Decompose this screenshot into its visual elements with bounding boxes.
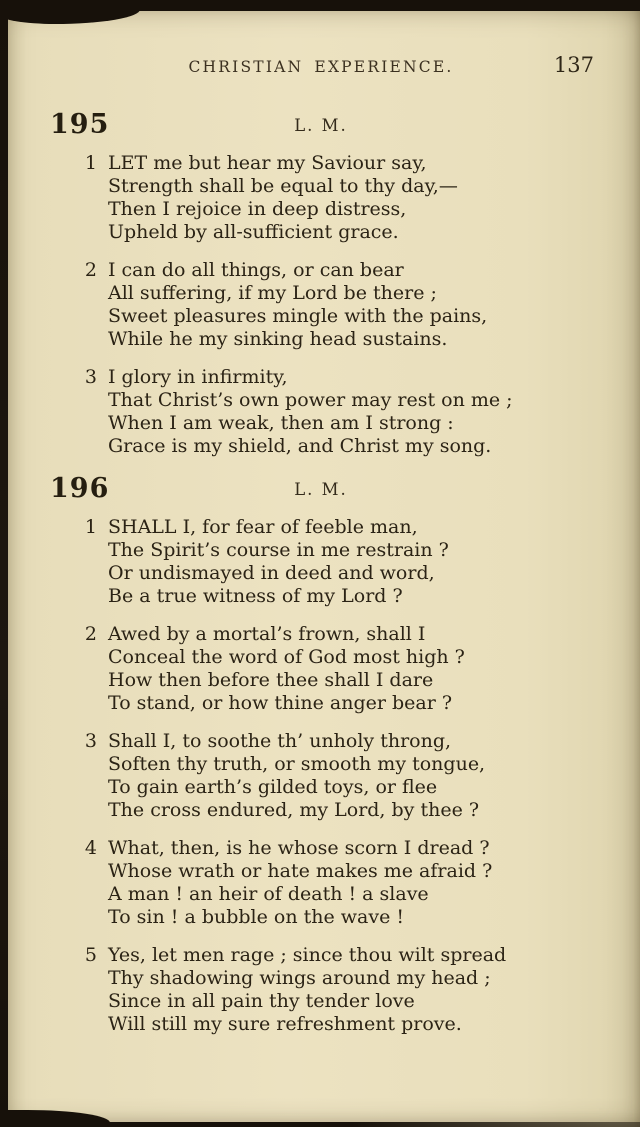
- verse-line: To sin ! a bubble on the wave !: [108, 906, 405, 928]
- verse: [46, 152, 596, 244]
- verse-line: A man ! an heir of death ! a slave: [108, 883, 429, 905]
- verse-line: Upheld by all-sufficient grace.: [108, 221, 399, 243]
- verse-number: 2: [84, 623, 97, 645]
- hymn: [46, 473, 596, 1036]
- hymn-meter: L. M.: [294, 480, 348, 499]
- page-header: [46, 53, 596, 85]
- verse-line: All suffering, if my Lord be there ;: [108, 282, 437, 304]
- verse-number: 3: [84, 730, 97, 752]
- verse-line: Shall I, to soothe th’ unholy throng,: [108, 730, 452, 752]
- verse-lines: [108, 837, 596, 929]
- verse-line: That Christ’s own power may rest on me ;: [108, 389, 513, 411]
- hymn-number: 195: [50, 109, 110, 140]
- verse-line: Be a true witness of my Lord ?: [108, 585, 403, 607]
- verse-number: 1: [84, 152, 97, 174]
- verse-list: [46, 152, 596, 458]
- verse-line: Whose wrath or hate makes me afraid ?: [108, 860, 493, 882]
- verse: [46, 623, 596, 715]
- verse-list: [46, 516, 596, 1036]
- verse-lines: [108, 152, 596, 244]
- hymn-head: [46, 109, 596, 143]
- verse-line: Grace is my shield, and Christ my song.: [108, 435, 492, 457]
- verse-line: Will still my sure refreshment prove.: [108, 1013, 462, 1035]
- verse-number: 4: [84, 837, 97, 859]
- verse-line: Soften thy truth, or smooth my tongue,: [108, 753, 486, 775]
- verse-lines: [108, 944, 596, 1036]
- verse-lines: [108, 259, 596, 351]
- verse-number: 3: [84, 366, 97, 388]
- scan-edge-left: [0, 0, 8, 1127]
- verse-number: 2: [84, 259, 97, 281]
- hymn-number: 196: [50, 473, 110, 504]
- verse-lines: [108, 730, 596, 822]
- verse: [46, 944, 596, 1036]
- verse-line: LET me but hear my Saviour say,: [108, 152, 427, 174]
- page: [8, 11, 640, 1122]
- running-title: CHRISTIAN EXPERIENCE.: [188, 58, 454, 76]
- verse-lines: [108, 366, 596, 458]
- verse-line: While he my sinking head sustains.: [108, 328, 448, 350]
- verse-line: Strength shall be equal to thy day,—: [108, 175, 458, 197]
- verse-line: Or undismayed in deed and word,: [108, 562, 435, 584]
- verse-line: The Spirit’s course in me restrain ?: [108, 539, 449, 561]
- hymn-head: [46, 473, 596, 507]
- verse-line: I glory in infirmity,: [108, 366, 288, 388]
- verse-line: Awed by a mortal’s frown, shall I: [108, 623, 426, 645]
- verse-line: Yes, let men rage ; since thou wilt spread: [108, 944, 507, 966]
- hymn-list: [46, 109, 596, 1036]
- verse-line: The cross endured, my Lord, by thee ?: [108, 799, 480, 821]
- verse-line: I can do all things, or can bear: [108, 259, 404, 281]
- verse-line: How then before thee shall I dare: [108, 669, 434, 691]
- hymn-meter: L. M.: [294, 116, 348, 135]
- verse-line: Sweet pleasures mingle with the pains,: [108, 305, 488, 327]
- verse-number: 1: [84, 516, 97, 538]
- verse-line: When I am weak, then am I strong :: [108, 412, 454, 434]
- verse-lines: [108, 623, 596, 715]
- verse: [46, 259, 596, 351]
- verse: [46, 837, 596, 929]
- verse-number: 5: [84, 944, 97, 966]
- hymn: [46, 109, 596, 458]
- verse: [46, 730, 596, 822]
- page-number: 137: [553, 53, 594, 77]
- verse-line: Conceal the word of God most high ?: [108, 646, 465, 668]
- verse: [46, 516, 596, 608]
- verse-line: SHALL I, for fear of feeble man,: [108, 516, 418, 538]
- verse-lines: [108, 516, 596, 608]
- verse-line: To stand, or how thine anger bear ?: [108, 692, 453, 714]
- verse-line: Since in all pain thy tender love: [108, 990, 415, 1012]
- verse-line: Then I rejoice in deep distress,: [108, 198, 407, 220]
- verse-line: To gain earth’s gilded toys, or flee: [108, 776, 438, 798]
- verse-line: What, then, is he whose scorn I dread ?: [108, 837, 490, 859]
- verse: [46, 366, 596, 458]
- verse-line: Thy shadowing wings around my head ;: [108, 967, 491, 989]
